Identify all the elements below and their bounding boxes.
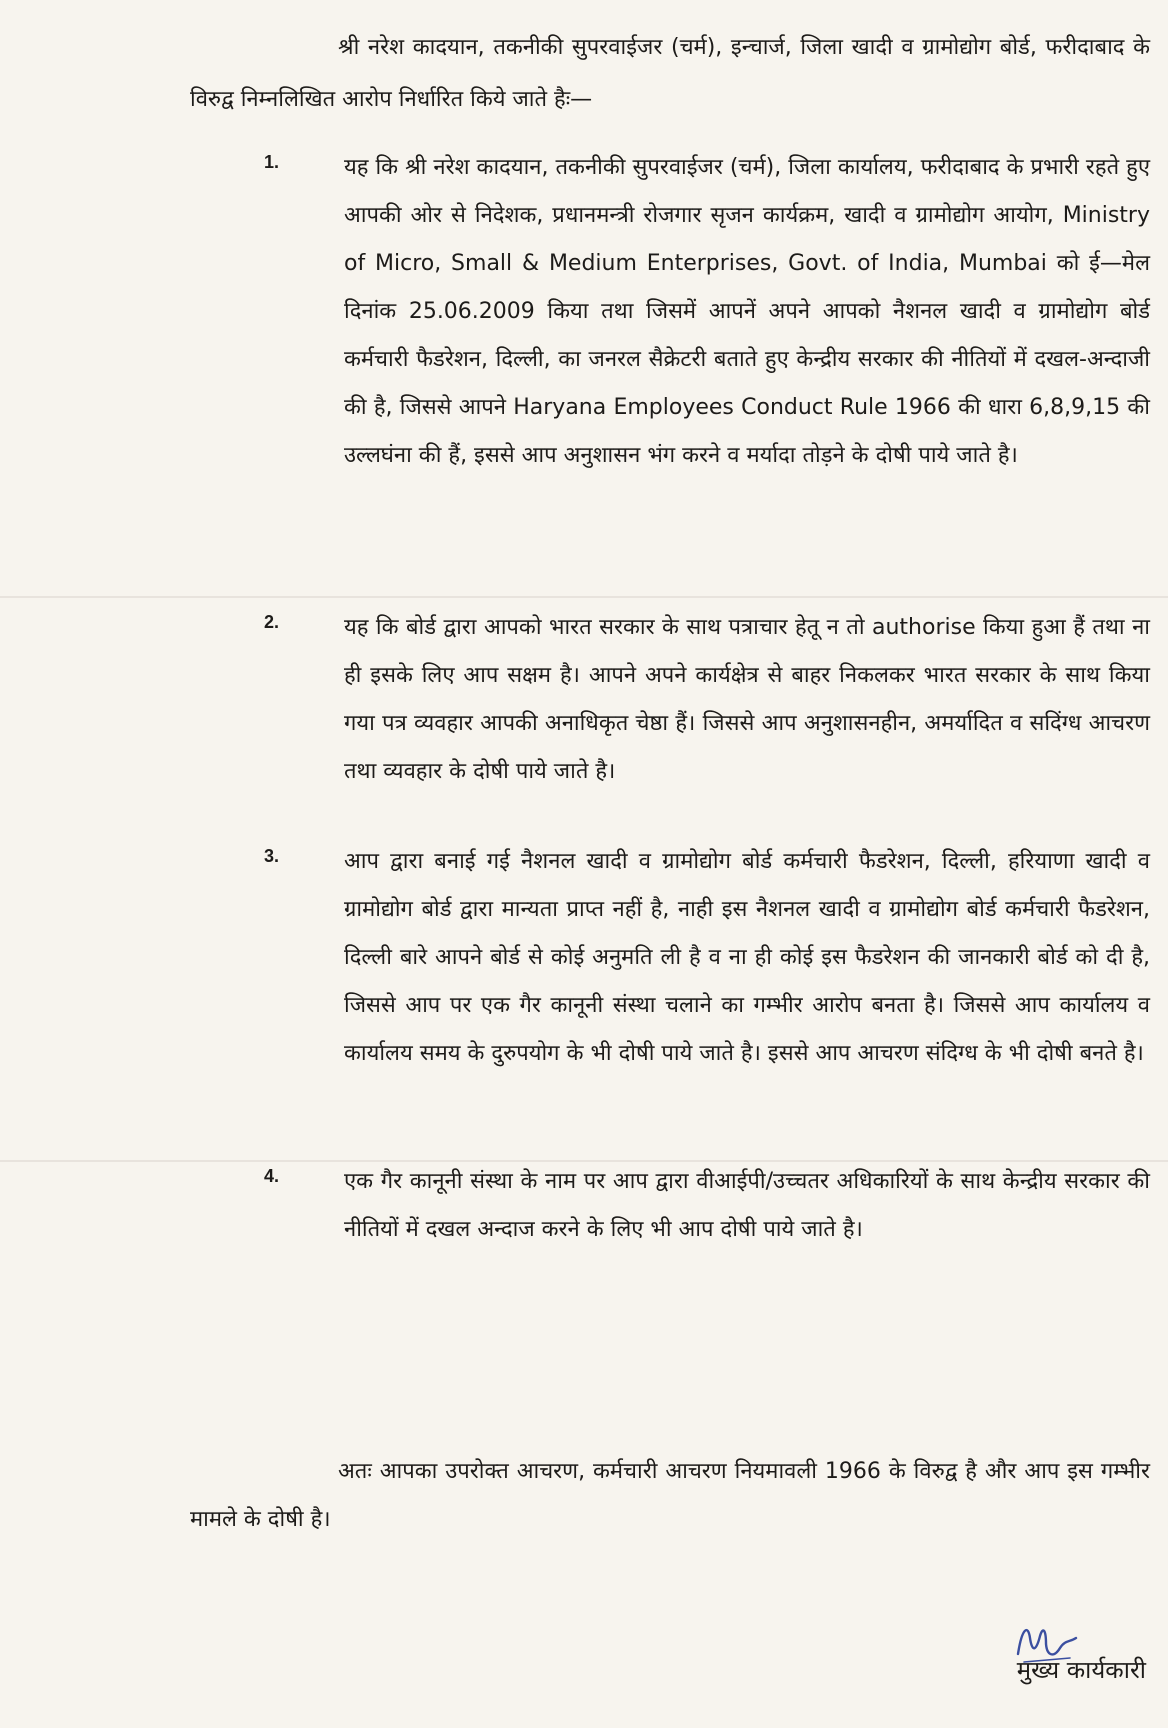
opening-paragraph: श्री नरेश कादयान, तकनीकी सुपरवाईजर (चर्म), इन्चार्ज, जिला खादी व ग्रामोद्योग बोर्ड, फरीदाबाद के विरुद्व निम्नलिखित आरोप निर्धारित किये जाते हैः— <box>190 35 1150 112</box>
charge-text: यह कि श्री नरेश कादयान, तकनीकी सुपरवाईजर (चर्म), जिला कार्यालय, फरीदाबाद के प्रभारी रहते हुए आपकी ओर से निदेशक, प्रधानमन्त्री रोजगार सृजन कार्यक्रम, खादी व ग्रामोद्योग आयोग, Ministry of Micro, Small & Medium Enterprises, Govt. of India, Mumbai को ई—मेल दिनांक 25.06.2009 किया तथा जिसमें आपनें अपने आपको नैशनल खादी व ग्रामोद्योग बोर्ड कर्मचारी फैडरेशन, दिल्ली, का जनरल सैक्रेटरी बताते हुए केन्द्रीय सरकार की नीतियों में दखल-अन्दाजी की है, जिससे आपने Haryana Employees Conduct Rule 1966 की धारा 6,8,9,15 की उल्लघंना की हैं, इससे आप अनुशासन भंग करने व मर्यादा तोड़ने के दोषी पाये जाते है। <box>344 155 1150 468</box>
paper-fold-line <box>0 596 1168 598</box>
closing-paragraph: अतः आपका उपरोक्त आचरण, कर्मचारी आचरण नियमावली 1966 के विरुद्व है और आप इस गम्भीर मामले के दोषी है। <box>190 1459 1150 1532</box>
charge-number: 3. <box>264 846 280 866</box>
charge-number: 1. <box>264 152 280 172</box>
charge-number: 4. <box>264 1166 280 1186</box>
charge-text: यह कि बोर्ड द्वारा आपको भारत सरकार के साथ पत्राचार हेतू न तो authorise किया हुआ हैं तथा ना ही इसके लिए आप सक्षम है। आपने अपने कार्यक्षेत्र से बाहर निकलकर भारत सरकार के साथ किया गया पत्र व्यवहार आपकी अनाधिकृत चेष्ठा हैं। जिससे आप अनुशासनहीन, अमर्यादित व सदिंग्ध आचरण तथा व्यवहार के दोषी पाये जाते है। <box>344 615 1150 784</box>
charge-number: 2. <box>264 612 280 632</box>
charge-text: एक गैर कानूनी संस्था के नाम पर आप द्वारा वीआईपी/उच्चतर अधिकारियों के साथ केन्द्रीय सरकार की नीतियों में दखल अन्दाज करने के लिए भी आप दोषी पाये जाते है। <box>344 1169 1150 1242</box>
charge-text: आप द्वारा बनाई गई नैशनल खादी व ग्रामोद्योग बोर्ड कर्मचारी फैडरेशन, दिल्ली, हरियाणा खादी व ग्रामोद्योग बोर्ड द्वारा मान्यता प्राप्त नहीं है, नाही इस नैशनल खादी व ग्रामोद्योग बोर्ड कर्मचारी फैडरेशन, दिल्ली बारे आपने बोर्ड से कोई अनुमति ली है व ना ही कोई इस फैडरेशन की जानकारी बोर्ड को दी है, जिससे आप पर एक गैर कानूनी संस्था चलाने का गम्भीर आरोप बनता है। जिससे आप कार्यालय व कार्यालय समय के दुरुपयोग के भी दोषी पाये जाते है। इससे आप आचरण संदिग्ध के भी दोषी बनते है। <box>344 849 1150 1066</box>
signatory-designation: मुख्य कार्यकारी <box>1016 1656 1146 1684</box>
